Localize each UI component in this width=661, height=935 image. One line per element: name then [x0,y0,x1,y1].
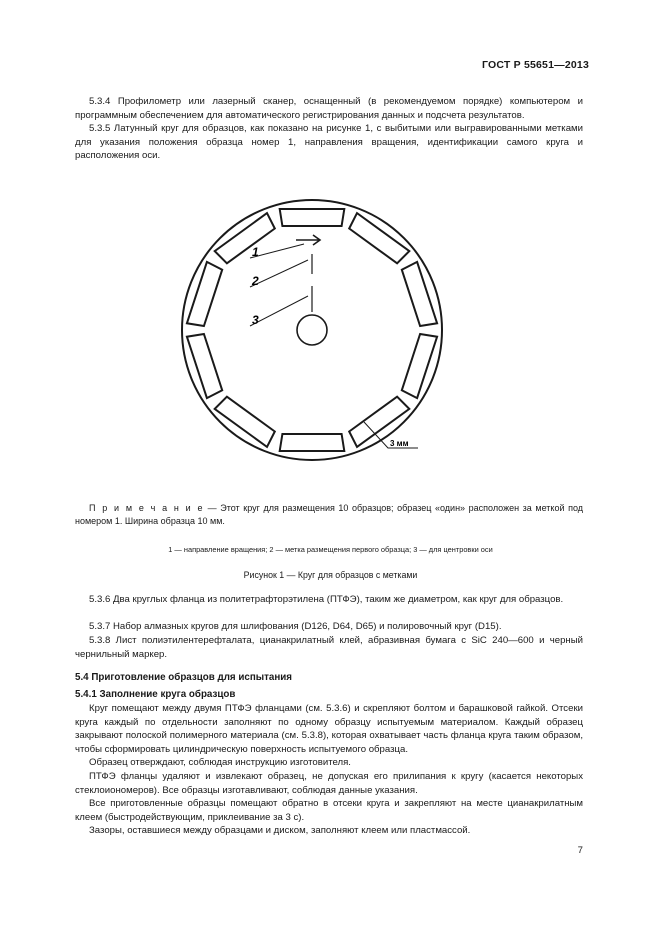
sample-slot [349,213,409,263]
page-number: 7 [577,845,583,856]
sample-slot [280,434,345,451]
figure-legend: 1 — направление вращения; 2 — метка размещения первого образца; 3 — для центровки оси [168,545,493,554]
sample-wheel-figure [172,190,452,470]
paragraph-fill-1: Круг помещают между двумя ПТФЭ фланцами (см. 5.3.6) и скрепляют болтом и барашковой гайкой. Отсеки круга каждый по отдельности заполняют по одному образцу испытуемым материалом. Каждый образец закрывают полоской полимерного материала (см. 5.3.8), которая охватывает часть фланца круга таким образом, чтобы сформировать цилиндрическую поверхность испытуемого образца. [75,703,583,755]
callout-2: 2 [252,274,259,288]
section-heading: 5.4 Приготовление образцов для испытания [75,672,293,683]
sample-slot [215,213,275,263]
sample-slot [402,262,437,326]
figure-note: П р и м е ч а н и е — Этот круг для размещения 10 образцов; образец «один» расположен за меткой под номером 1. Ширина образца 10 мм. [75,503,583,526]
outer-circle [182,200,442,460]
callout-1: 1 [252,245,259,259]
paragraph-fill-5: Зазоры, оставшиеся между образцами и диском, заполняют клеем или пластмассой. [89,825,471,836]
rotation-arrow [296,235,320,245]
sample-slot [215,397,275,447]
callout-2-leader [250,260,308,287]
callout-3: 3 [252,313,259,327]
paragraph-5-3-4: 5.3.4 Профилометр или лазерный сканер, оснащенный (в рекомендуемом порядке) компьютером и программным обеспечением для автоматического регистрирования данных и подсчета результатов. [75,96,583,121]
center-hole [297,315,327,345]
sample-slot [280,209,345,226]
paragraph-5-3-6: 5.3.6 Два круглых фланца из политетрафторэтилена (ПТФЭ), таким же диаметром, как круг для образцов. [89,594,564,605]
subsection-heading: 5.4.1 Заполнение круга образцов [75,689,236,700]
figure-caption: Рисунок 1 — Круг для образцов с метками [243,570,418,580]
paragraph-fill-3: ПТФЭ фланцы удаляют и извлекают образец, не допуская его прилипания к кругу (касается некоторых стеклоиономеров). Все образцы изготавливают, соблюдая данные указания. [75,771,583,796]
document-code: ГОСТ Р 55651—2013 [481,59,589,71]
paragraph-5-3-5: 5.3.5 Латунный круг для образцов, как показано на рисунке 1, с выбитыми или выгравированными метками для указания положения образца номер 1, направления вращения, идентификации самого круга и расположения оси. [75,123,583,162]
sample-slot [187,262,222,326]
sample-slot [187,334,222,398]
paragraph-fill-2: Образец отверждают, соблюдая инструкцию изготовителя. [89,757,351,768]
paragraph-fill-4: Все приготовленные образцы помещают обратно в отсеки круга и закрепляют на месте цианакрилатным клеем (быстродействующим, приклеивание за 3 с). [75,798,583,823]
sample-slot [402,334,437,398]
dimension-label: 3 мм [390,439,409,448]
paragraph-5-3-8: 5.3.8 Лист полиэтилентерефталата, цианакрилатный клей, абразивная бумага с SiC 240—600 и черный чернильный маркер. [75,635,583,660]
paragraph-5-3-7: 5.3.7 Набор алмазных кругов для шлифования (D126, D64, D65) и полировочный круг (D15). [89,621,502,632]
